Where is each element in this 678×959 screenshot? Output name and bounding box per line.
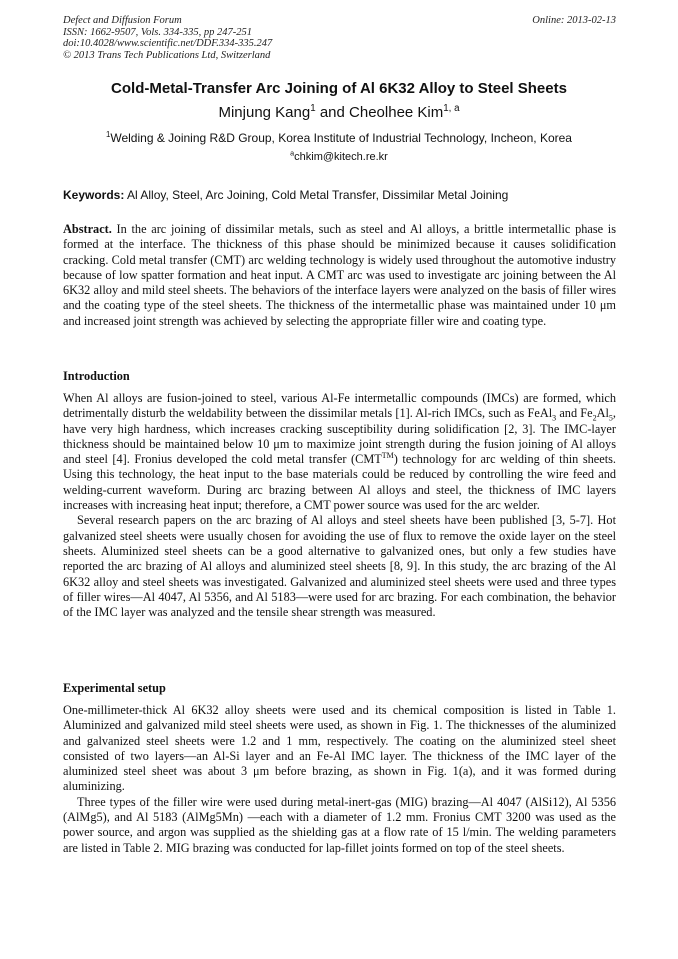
author-name: Cheolhee Kim [349, 104, 444, 121]
affiliation-text: Welding & Joining R&D Group, Korea Institute of Industrial Technology, Incheon, Korea [110, 131, 572, 145]
journal-header [63, 15, 272, 61]
paragraph: Three types of the filler wire were used during metal-inert-gas (MIG) brazing—Al 4047 (AlSi12), Al 5356 (AlMg5), and Al 5183 (AlMg5Mn) —each with a diameter of 1.2 mm. Fronius CMT 3200 was used as the power source, and argon was supplied as the shielding gas at a flow rate of 15 l/min. The welding parameters are listed in Table 2. MIG brazing was conducted for lap-fillet joints formed on top of the steel sheets. [63, 794, 616, 855]
section-heading-experimental: Experimental setup [63, 681, 166, 695]
copyright-line: © 2013 Trans Tech Publications Ltd, Switzerland [63, 49, 271, 61]
author-email [40, 150, 638, 164]
section-heading-introduction: Introduction [63, 369, 130, 383]
abstract [63, 222, 616, 329]
email-marker: a [290, 149, 295, 158]
keywords-label: Keywords: [63, 188, 125, 202]
author-line [40, 104, 638, 122]
keywords [63, 188, 615, 203]
affiliation-marker: 1, a [443, 103, 460, 114]
keywords-text: Al Alloy, Steel, Arc Joining, Cold Metal Transfer, Dissimilar Metal Joining [124, 188, 509, 202]
author-name: Minjung Kang [218, 104, 311, 121]
affiliation-marker: 1 [106, 130, 111, 139]
paragraph: One-millimeter-thick Al 6K32 alloy sheets were used and its chemical composition is listed in Table 1. Aluminized and galvanized mild steel sheets were used, as shown in Fig. 1. The thicknesses of the aluminized and galvanized steel sheets were 1.2 and 1 mm, respectively. The coating on the aluminized steel sheet consisted of two layers—an Al-Si layer and an Fe-Al IMC layer. The thickness of the IMC layer of the aluminized steel sheet was about 3 μm before brazing, as shown in Fig. 1(a), and it was formed during aluminizing. [63, 703, 616, 794]
author-conjunction: and [315, 104, 350, 121]
online-date: Online: 2013-02-13 [532, 15, 616, 26]
paper-title: Cold-Metal-Transfer Arc Joining of Al 6K32 Alloy to Steel Sheets [111, 80, 567, 97]
journal-name: Defect and Diffusion Forum [63, 15, 182, 26]
abstract-text: In the arc joining of dissimilar metals, such as steel and Al alloys, a brittle intermetallic phase is formed at the interface. The thickness of this phase should be minimized because it causes solidification cracking. Cold metal transfer (CMT) arc welding technology is widely used throughout the automotive industry because of low spatter formation and heat input. A CMT arc was used to investigate arc joining between the Al 6K32 alloy and mild steel sheets. The behaviors of the interface layers were analyzed on the basis of filler wires and the coating type of the steel sheets. The thickness of the intermetallic phase was maintained under 10 μm and increased joint strength was achieved by selecting the appropriate filler wire and coating type. [63, 222, 616, 328]
doi-line[interactable]: doi:10.4028/www.scientific.net/DDF.334-335.247 [63, 38, 273, 49]
issn-line: ISSN: 1662-9507, Vols. 334-335, pp 247-251 [63, 26, 252, 38]
abstract-label: Abstract. [63, 222, 112, 236]
email-address[interactable]: chkim@kitech.re.kr [294, 151, 388, 163]
affiliation [40, 131, 638, 146]
experimental-body [63, 703, 616, 856]
affiliation-marker: 1 [310, 103, 316, 114]
paragraph: Several research papers on the arc brazing of Al alloys and steel sheets have been published [3, 5-7]. Hot galvanized steel sheets were usually chosen for avoiding the use of flux to remove the oxide layer on the steel sheets. Aluminized steel sheets can be a good alternative to galvanized ones, but only a few studies have reported the arc brazing of Al alloys and aluminized steel sheets [8, 9]. In this study, the arc brazing of the Al 6K32 alloy and steel sheets was investigated. Galvanized and aluminized steel sheets were used and three types of filler wires—Al 4047, Al 5356, and Al 5183—were used for arc brazing. For each combination, the behavior of the IMC layer was analyzed and the tensile shear strength was measured. [63, 513, 616, 620]
introduction-body [63, 391, 616, 620]
paragraph: When Al alloys are fusion-joined to steel, various Al-Fe intermetallic compounds (IMCs) are formed, which detrimentally disturb the weldability between the dissimilar metals [1]. Al-rich IMCs, such as FeAl$_3$ and $Fe_2Al_5$, have very high hardness, which increases cracking susceptibility during solidification [2, 3]. The IMC-layer thickness should be maintained below 10 μm to maximize joint strength during the fusion joining of Al alloys and steel [4]. Fronius developed the cold metal transfer (CMT™) technology for arc welding of thin sheets. Using this technology, the heat input to the base materials could be reduced by controlling the wire feed and welding-current waveform. During arc brazing between Al alloys and steel, the thickness of IMC layers increases with increasing heat input; therefore, a CMT power source was used for the arc welder. [63, 391, 616, 513]
